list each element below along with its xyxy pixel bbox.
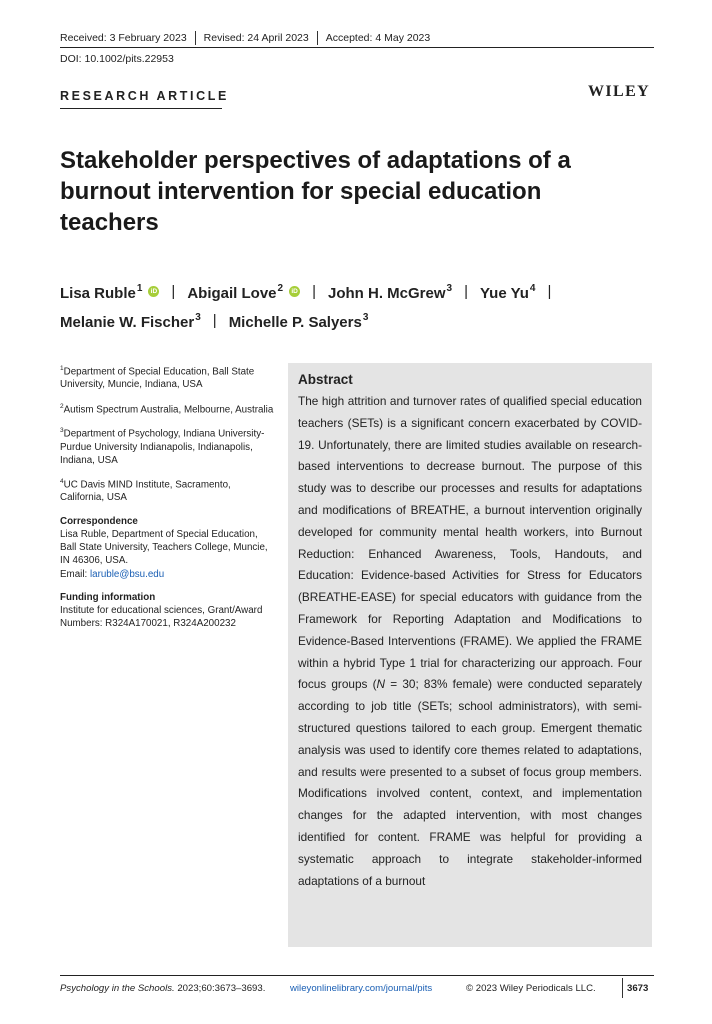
article-type-underline — [60, 108, 222, 109]
author-row: Melanie W. Fischer$^3$ | Michelle P. Salyers$^3$ — [60, 306, 660, 335]
affiliation: $^3$Department of Psychology, Indiana University-Purdue University Indianapolis, Indianapolis, Indiana, USA — [60, 427, 265, 466]
accepted-date: Accepted: 4 May 2023 — [325, 32, 431, 44]
article-type: RESEARCH ARTICLE — [60, 89, 229, 103]
divider — [622, 978, 623, 998]
page-number: 3673 — [627, 983, 649, 994]
page-title: Stakeholder perspectives of adaptations of a burnout intervention for special education teachers — [60, 147, 571, 236]
orcid-icon[interactable]: iD — [148, 286, 159, 297]
author[interactable]: John H. McGrew$^3$ — [327, 283, 453, 302]
author[interactable]: Michelle P. Salyers$^3$ — [228, 312, 369, 331]
sidebar-metadata — [60, 362, 275, 630]
author[interactable]: Yue Yu$^4$ — [479, 283, 536, 302]
affiliation: $^1$Department of Special Education, Ball State University, Muncie, Indiana, USA — [60, 365, 255, 391]
correspondence-label: Correspondence — [60, 515, 138, 527]
header-rule — [60, 47, 654, 48]
correspondence-text: Lisa Ruble, Department of Special Education, Ball State University, Teachers College, Muncie, IN 46306, USA. Email: laruble@bsu.edu — [60, 528, 268, 580]
doi[interactable]: DOI: 10.1002/pits.22953 — [60, 53, 174, 65]
author-row: Lisa Ruble$^1$ iD | Abigail Love$^2$ iD | John H. McGrew$^3$ | Yue Yu$^4$ | — [60, 277, 660, 306]
article-dates — [60, 31, 438, 45]
author[interactable]: Lisa Ruble$^1$ — [60, 283, 143, 302]
publisher-logo: WILEY — [588, 83, 651, 100]
author[interactable]: Abigail Love$^2$ — [187, 283, 284, 302]
funding-label: Funding information — [60, 591, 156, 603]
affiliation: $^4$UC Davis MIND Institute, Sacramento, California, USA — [60, 478, 231, 504]
revised-date: Revised: 24 April 2023 — [203, 32, 309, 44]
affiliation: $^2$Autism Spectrum Australia, Melbourne, Australia — [60, 402, 274, 415]
received-date: Received: 3 February 2023 — [60, 32, 187, 44]
author-list — [60, 277, 660, 335]
abstract-heading: Abstract — [298, 372, 353, 387]
email-link[interactable]: laruble@bsu.edu — [89, 568, 165, 580]
author[interactable]: Melanie W. Fischer$^3$ — [60, 312, 201, 331]
abstract-text: The high attrition and turnover rates of qualified special education teachers (SETs) is a significant concern exacerbated by COVID-19. Unfortunately, there are limited studies available on research-based interventions to decrease burnout. The purpose of this study was to describe our processes and results for adaptations and modifications of BREATHE, a burnout intervention originally developed for community mental health workers, into Burnout Reduction: Enhanced Awareness, Tools, Handouts, and Education: Evidence-based Activities for Stress for Educators (BREATHE-EASE) for special educators with guidance from the Framework for Reporting Adaptation and Modifications to Evidence-Based Interventions (FRAME). We applied the FRAME within a hybrid Type 1 trial for characterizing our approach. Four focus groups (N = 30; 83% female) were conducted separately according to job title (SETs; school administrators), with semi-structured questions tailored to each group. Emergent thematic analysis was used to identify core themes related to adaptations, and results were presented to a subset of focus group members. Modifications involved content, context, and implementation changes for the adapted intervention, with most changes identified for content. FRAME was helpful for providing a systematic approach to integrate stakeholder-informed adaptations of a burnout — [298, 394, 642, 888]
journal-link[interactable]: wileyonlinelibrary.com/journal/pits — [290, 983, 433, 994]
abstract-box — [288, 363, 652, 947]
funding-text: Institute for educational sciences, Grant/Award Numbers: R324A170021, R324A200232 — [60, 604, 263, 630]
orcid-icon[interactable]: iD — [289, 286, 300, 297]
journal-citation: Psychology in the Schools. 2023;60:3673–3693. — [60, 983, 266, 994]
copyright: © 2023 Wiley Periodicals LLC. — [466, 983, 596, 994]
footer-rule — [60, 975, 654, 976]
